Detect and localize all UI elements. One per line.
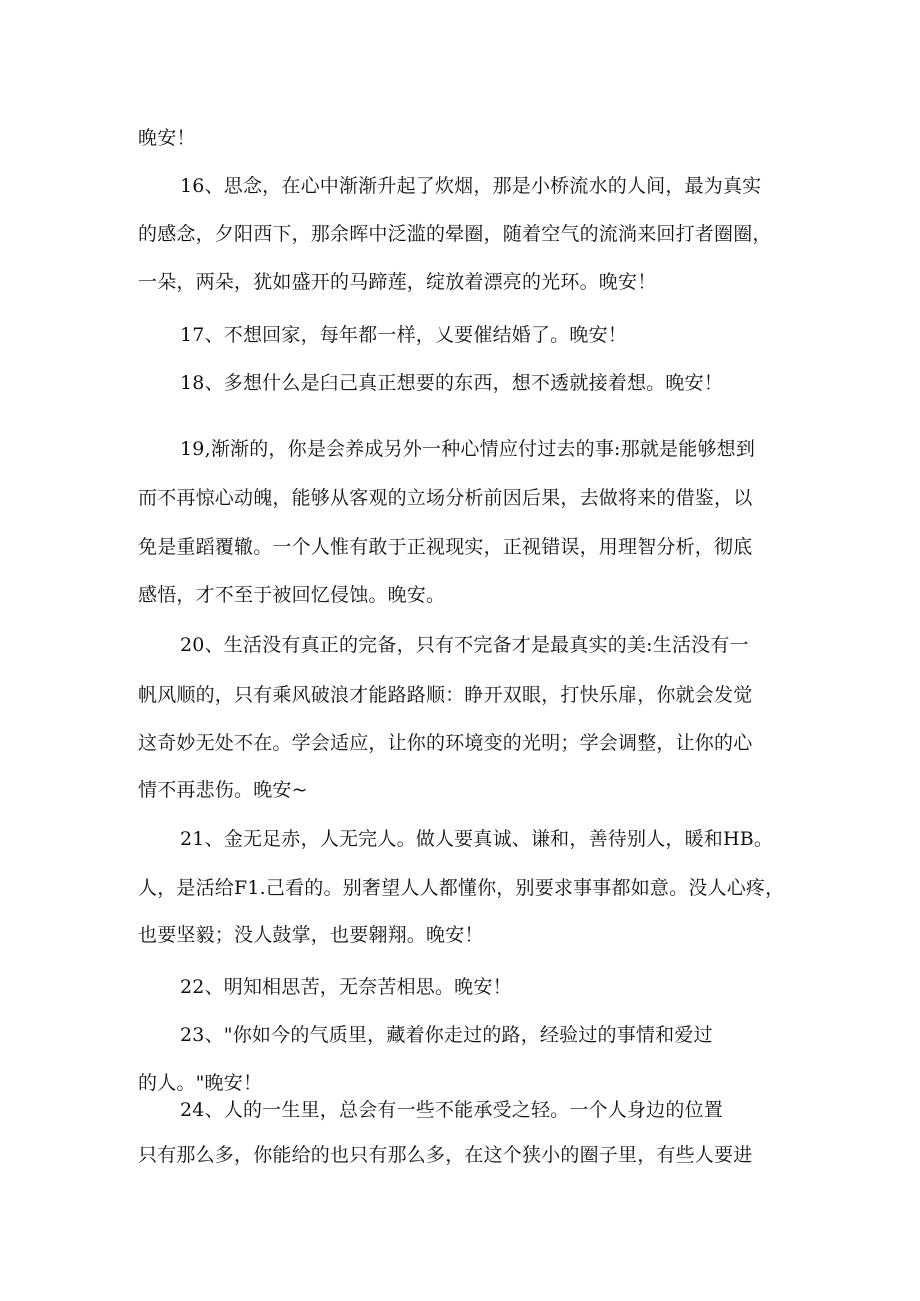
text-line: 21、金无足赤，人无完人。做人要真诚、谦和，善待别人，暖和HB。 [180, 828, 774, 850]
text-line: 而不再惊心动魄，能够从客观的立场分析前因后果，去做将来的借鉴，以 [138, 487, 753, 509]
text-line: 一朵，两朵，犹如盛开的马蹄莲，绽放着漂亮的光环。晚安！ [138, 271, 657, 293]
text-line: 23、"你如今的气质里，藏着你走过的路，经验过的事情和爱过 [180, 1024, 713, 1046]
text-line: 也要坚毅；没人鼓掌，也要翱翔。晚安！ [138, 924, 484, 946]
text-line: 感悟，才不至于被回忆侵蚀。晚安。 [138, 584, 446, 606]
text-line: 的感念，夕阳西下，那余晖中泛滥的晕圈，随着空气的流淌来回打者圈圈， [138, 223, 772, 245]
text-line: 人，是活给F1.己看的。别奢望人人都懂你，别要求事事都如意。没人心疼， [138, 877, 785, 899]
text-line: 18、多想什么是臼己真正想要的东西，想不透就接着想。晚安！ [180, 372, 723, 394]
text-line: 的人。"晚安！ [138, 1072, 263, 1094]
text-line: 晚安！ [138, 127, 196, 149]
text-line: 这奇妙无处不在。学会适应，让你的环境变的光明；学会调整，让你的心 [138, 732, 753, 754]
text-line: 情不再悲伤。晚安~ [138, 779, 308, 801]
text-line: 17、不想回家，每年都一样，乂要催结婚了。晚安！ [180, 324, 627, 346]
text-line: 只有那么多，你能给的也只有那么多，在这个狭小的圈子里，有些人要进 [138, 1144, 753, 1166]
text-line: 16、思念，在心中渐渐升起了炊烟，那是小桥流水的人间，最为真实 [180, 175, 762, 197]
text-line: 帆风顺的，只有乘风破浪才能路路顺：睁开双眼，打快乐扉，你就会发觉 [138, 684, 753, 706]
text-line: 20、生活没有真正的完备，只有不完备才是最真实的美:生活没有一 [180, 634, 749, 656]
text-line: 22、明知相思苦，无奈苦相思。晚安！ [180, 976, 512, 998]
text-line: 24、人的一生里，总会有一些不能承受之轻。一个人身边的位置 [180, 1099, 723, 1121]
text-line: 19,渐渐的，你是会养成另外一种心情应付过去的事:那就是能够想到 [180, 438, 756, 460]
text-line: 免是重蹈覆辙。一个人惟有敢于正视现实，正视错误，用理智分析，彻底 [138, 536, 753, 558]
